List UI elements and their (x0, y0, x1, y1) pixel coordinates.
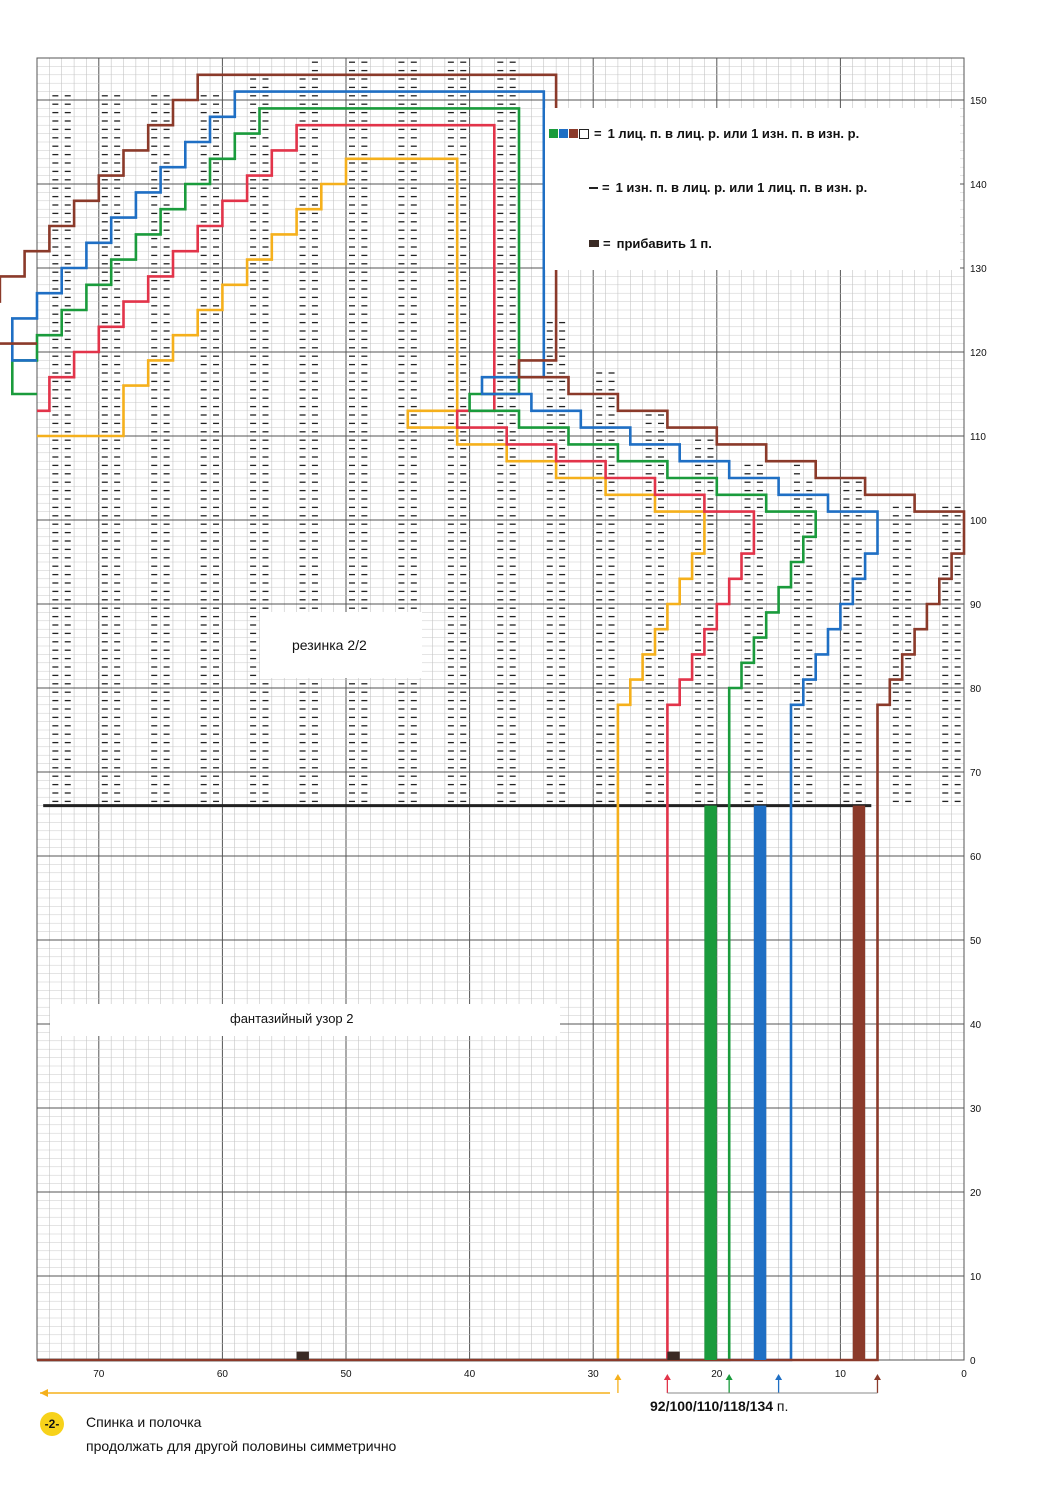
x-tick-label: 50 (340, 1369, 352, 1380)
legend-row-purl (589, 180, 867, 195)
y-tick-label: 40 (970, 1020, 982, 1031)
legend-row-increase (589, 236, 712, 251)
legend-row-knit (549, 126, 859, 141)
caption-subtitle: продолжать для другой половины симметрично (86, 1438, 397, 1454)
dash-icon (589, 187, 598, 189)
y-tick-label: 30 (970, 1104, 982, 1115)
figure-badge: -2- (40, 1412, 64, 1436)
y-tick-label: 130 (970, 264, 987, 275)
x-tick-label: 40 (464, 1369, 476, 1380)
y-tick-label: 100 (970, 516, 987, 527)
size-arrows (40, 1374, 881, 1397)
y-tick-label: 120 (970, 348, 987, 359)
y-tick-label: 60 (970, 852, 982, 863)
increase-mark (667, 1352, 679, 1360)
y-tick-label: 70 (970, 768, 982, 779)
brown-swatch (569, 129, 578, 138)
y-tick-label: 10 (970, 1272, 982, 1283)
sizes-unit: п. (776, 1398, 789, 1414)
legend-eq: = (602, 180, 610, 195)
arrow-up-icon (726, 1374, 733, 1380)
x-tick-label: 30 (587, 1369, 599, 1380)
arrow-up-icon (614, 1374, 621, 1380)
legend-label-knit: 1 лиц. п. в лиц. р. или 1 изн. п. в изн. р. (607, 126, 860, 141)
arrow-up-icon (664, 1374, 671, 1380)
y-tick-label: 50 (970, 936, 982, 947)
y-tick-label: 20 (970, 1188, 982, 1199)
fancy-label: фантазийный узор 2 (230, 1011, 354, 1026)
increase-mark (297, 1352, 309, 1360)
x-tick-label: 10 (834, 1369, 846, 1380)
x-tick-label: 70 (93, 1369, 105, 1380)
legend-label-purl: 1 изн. п. в лиц. р. или 1 лиц. п. в изн. р. (615, 180, 868, 195)
dark-square-icon (589, 240, 599, 247)
legend-label-increase: прибавить 1 п. (616, 236, 712, 251)
rib-label: резинка 2/2 (292, 637, 367, 653)
y-tick-label: 110 (970, 432, 986, 443)
blue-swatch (559, 129, 568, 138)
sizes-label (650, 1398, 788, 1414)
arrow-up-icon (775, 1374, 782, 1380)
x-tick-label: 20 (711, 1369, 723, 1380)
x-tick-label: 0 (961, 1369, 967, 1380)
y-tick-label: 150 (970, 96, 987, 107)
y-tick-label: 0 (970, 1356, 976, 1367)
caption-title: Спинка и полочка (86, 1414, 202, 1430)
legend-eq: = (594, 126, 602, 141)
green-bar-mark (704, 806, 716, 1360)
brown-bar-mark (853, 806, 865, 1360)
x-tick-label: 60 (216, 1369, 228, 1380)
arrow-left-icon (40, 1389, 48, 1397)
legend-eq: = (603, 236, 611, 251)
white-swatch (579, 129, 589, 139)
y-tick-label: 80 (970, 684, 982, 695)
blue-bar-mark (754, 806, 766, 1360)
y-tick-label: 90 (970, 600, 982, 611)
y-tick-label: 140 (970, 180, 987, 191)
green-swatch (549, 129, 558, 138)
sizes-values: 92/100/110/118/134 (650, 1398, 774, 1414)
arrow-up-icon (874, 1374, 881, 1380)
